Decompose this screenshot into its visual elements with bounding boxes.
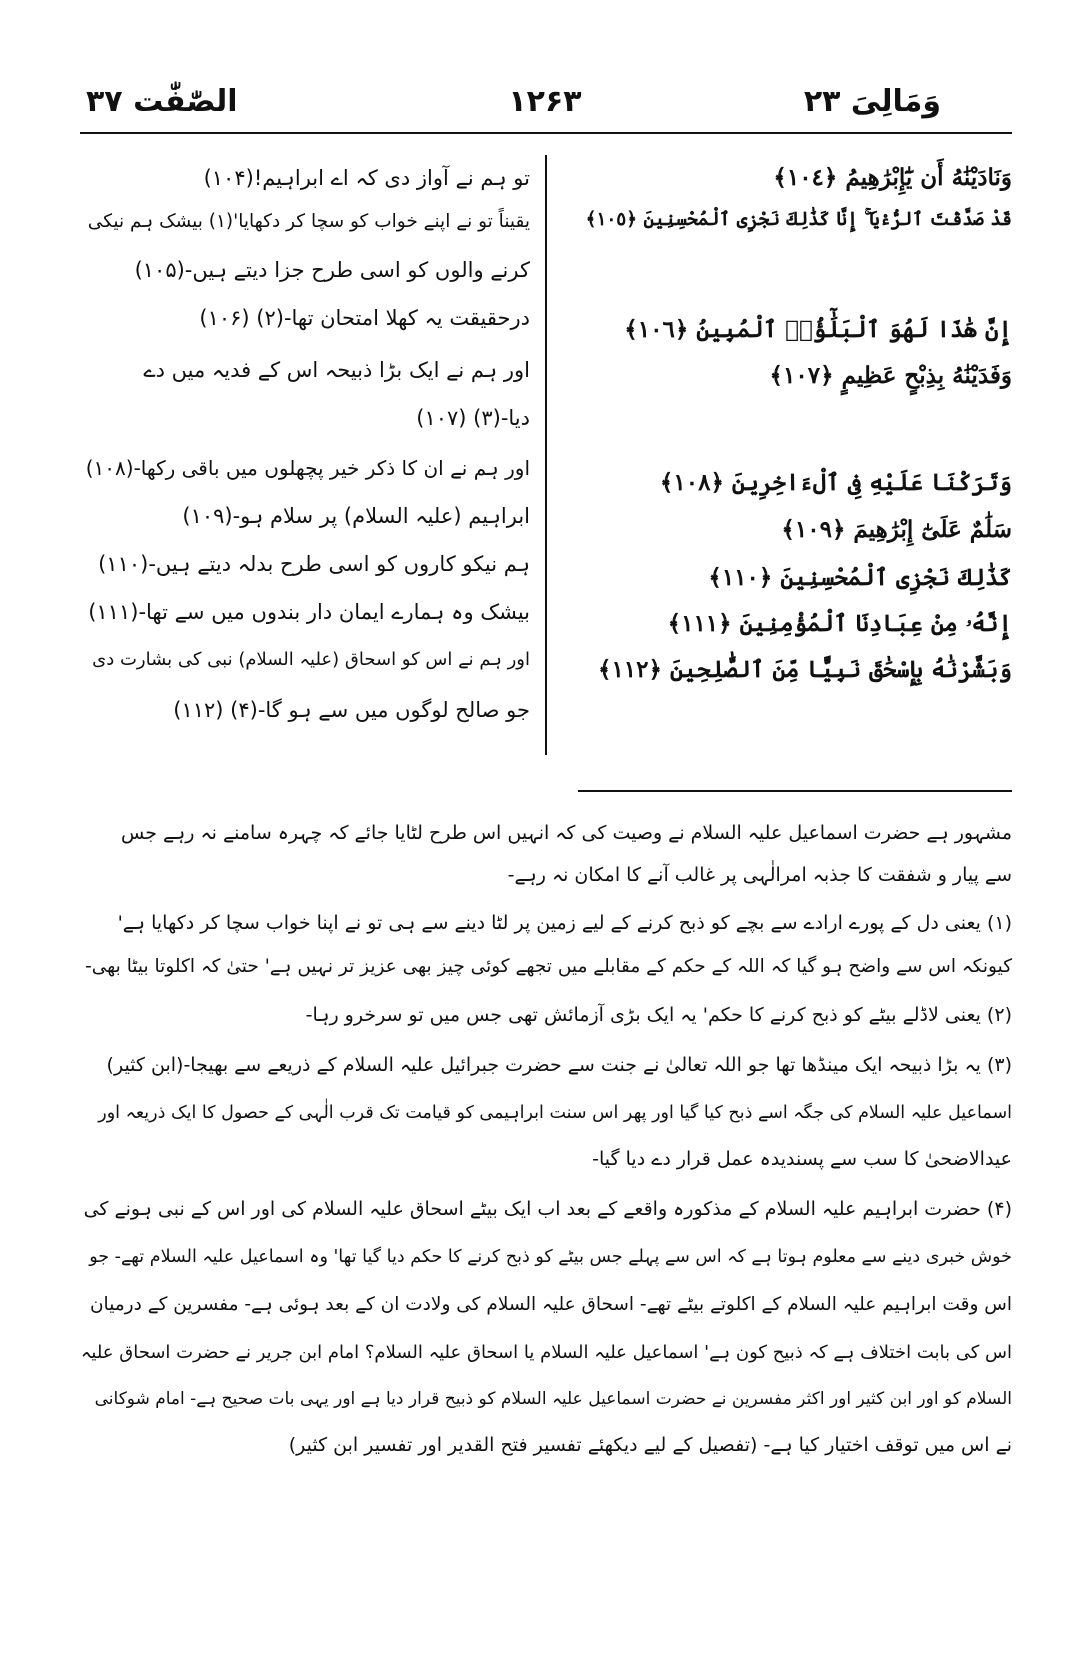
footnote-line: مشہور ہے حضرت اسماعیل علیہ السلام نے وصیت کی کہ انہیں اس طرح لٹایا جائے کہ چہرہ سامنے نہ رہے جس — [121, 822, 1012, 844]
footnote-line: خوش خبری دینے سے معلوم ہوتا ہے کہ اس سے پہلے جس بیٹے کو ذبح کرنے کا حکم دیا گیا تھا' وہ اسماعیل علیہ السلام تھے- جو — [89, 1247, 1012, 1267]
arabic-verse: وَبَشَّرْنَٰهُ بِإِسْحَٰقَ نَبِيًّا مِّنَ ٱلصَّٰلِحِينَ ﴿١١٢﴾ — [597, 656, 1012, 683]
arabic-verse: سَلَٰمٌ عَلَىٰٓ إِبْرَٰهِيمَ ﴿١٠٩﴾ — [781, 516, 1012, 543]
footnote-line: کیونکہ اس سے واضح ہو گیا کہ اللہ کے حکم کے مقابلے میں تجھے کوئی چیز بھی عزیز تر نہیں ہے' حتیٰ کہ اکلوتا بیٹا بھی- — [85, 956, 1012, 977]
header-para-name: وَمَالِیَ ۲۳ — [803, 84, 941, 119]
arabic-verse: وَنَادَيْنَٰهُ أَن يَٰٓإِبْرَٰهِيمُ ﴿١٠٤﴾ — [773, 164, 1012, 191]
footnote-line: (۳) یہ بڑا ذبیحہ ایک مینڈھا تھا جو اللہ تعالیٰ نے جنت سے حضرت جبرائیل علیہ السلام کے ذریعے سے بھیجا-(ابن کثیر) — [106, 1054, 1012, 1076]
urdu-line: ہم نیکو کاروں کو اسی طرح بدلہ دیتے ہیں-(۱۱۰) — [98, 552, 530, 576]
footnote-line: اسماعیل علیہ السلام کی جگہ اسے ذبح کیا گیا اور پھر اس سنت ابراہیمی کو قیامت تک قرب الٰہی کے حصول کا ایک ذریعہ اور — [98, 1103, 1012, 1123]
page-number: ۱۲۶۳ — [508, 84, 582, 119]
footnote-line: السلام کو اور ابن کثیر اور اکثر مفسرین نے حضرت اسماعیل علیہ السلام کو ذبیح قرار دیا ہے اور یہی بات صحیح ہے- امام شوکانی — [94, 1389, 1012, 1409]
urdu-line: اور ہم نے ان کا ذکر خیر پچھلوں میں باقی رکھا-(۱۰۸) — [85, 456, 530, 480]
urdu-line: ابراہیم (علیہ السلام) پر سلام ہو-(۱۰۹) — [182, 504, 530, 528]
footnote-line: اس کی بابت اختلاف ہے کہ ذبیح کون ہے' اسماعیل علیہ السلام یا اسحاق علیہ السلام؟ امام ابن جریر نے حضرت اسحاق علیہ — [80, 1342, 1012, 1363]
footnote-line: (۲) یعنی لاڈلے بیٹے کو ذبح کرنے کا حکم' یہ ایک بڑی آزمائش تھی جس میں تو سرخرو رہا- — [305, 1004, 1012, 1026]
footnote-line: (۴) حضرت ابراہیم علیہ السلام کے مذکورہ واقعے کے بعد اب ایک بیٹے اسحاق علیہ السلام کی اور اس کے نبی ہونے کی — [83, 1198, 1012, 1220]
arabic-verse: كَذَٰلِكَ نَجْزِى ٱلْمُحْسِنِينَ ﴿١١٠﴾ — [708, 564, 1012, 591]
arabic-verse: قَدْ صَدَّقْتَ ٱلرُّءْيَآ ۚ إِنَّا كَذَٰلِكَ نَجْزِى ٱلْمُحْسِنِينَ ﴿١٠٥﴾ — [585, 209, 1012, 230]
urdu-line: تو ہم نے آواز دی کہ اے ابراہیم!(۱۰۴) — [203, 166, 530, 190]
header-surah-name: الصّٰفّٰت ۳۷ — [86, 84, 238, 119]
urdu-line: دیا-(۳) (۱۰۷) — [416, 406, 530, 430]
arabic-verse: وَتَرَكْنَا عَلَيْهِ فِى ٱلْءَاخِرِينَ ﴿١٠٨﴾ — [659, 469, 1012, 496]
urdu-line: اور ہم نے اس کو اسحاق (علیہ السلام) نبی کی بشارت دی — [92, 649, 530, 670]
footnote-separator — [578, 790, 1012, 792]
arabic-verse: وَفَدَيْنَٰهُ بِذِبْحٍ عَظِيمٍ ﴿١٠٧﴾ — [769, 362, 1012, 389]
urdu-translation-column — [82, 158, 530, 758]
header-rule — [80, 132, 1012, 134]
arabic-text-column — [575, 158, 1012, 758]
urdu-line: بیشک وہ ہمارے ایمان دار بندوں میں سے تھا-(۱۱۱) — [88, 600, 530, 624]
arabic-verse: إِنَّهُۥ مِنْ عِبَادِنَا ٱلْمُؤْمِنِينَ ﴿١١١﴾ — [667, 610, 1012, 637]
urdu-line: کرنے والوں کو اسی طرح جزا دیتے ہیں-(۱۰۵) — [134, 258, 530, 282]
footnote-line: عیدالاضحیٰ کا سب سے پسندیدہ عمل قرار دے دیا گیا- — [592, 1148, 1012, 1170]
urdu-line: یقیناً تو نے اپنے خواب کو سچا کر دکھایا'(۱) بیشک ہم نیکی — [87, 211, 530, 232]
urdu-line: جو صالح لوگوں میں سے ہو گا-(۴) (۱۱۲) — [173, 698, 530, 722]
footnote-line: اس وقت ابراہیم علیہ السلام کے اکلوتے بیٹے تھے- اسحاق علیہ السلام کی ولادت ان کے بعد ہوئی ہے- مفسرین کے درمیان — [89, 1294, 1012, 1315]
footnote-line: نے اس میں توقف اختیار کیا ہے- (تفصیل کے لیے دیکھئے تفسیر فتح القدیر اور تفسیر ابن کثیر) — [288, 1434, 1012, 1456]
urdu-line: درحقیقت یہ کھلا امتحان تھا-(۲) (۱۰۶) — [199, 306, 530, 330]
arabic-verse: إِنَّ هَٰذَا لَهُوَ ٱلْبَلَٰٓؤُا۟ ٱلْمُبِينُ ﴿١٠٦﴾ — [624, 316, 1012, 343]
column-divider — [545, 155, 547, 755]
footnote-line: سے پیار و شفقت کا جذبہ امرالٰہی پر غالب آنے کا امکان نہ رہے- — [507, 864, 1012, 886]
footnote-line: (۱) یعنی دل کے پورے ارادے سے بچے کو ذبح کرنے کے لیے زمین پر لٹا دینے سے ہی تو نے اپنا خواب سچا کر دکھایا ہے' — [117, 912, 1012, 934]
urdu-line: اور ہم نے ایک بڑا ذبیحہ اس کے فدیہ میں دے — [143, 358, 530, 382]
